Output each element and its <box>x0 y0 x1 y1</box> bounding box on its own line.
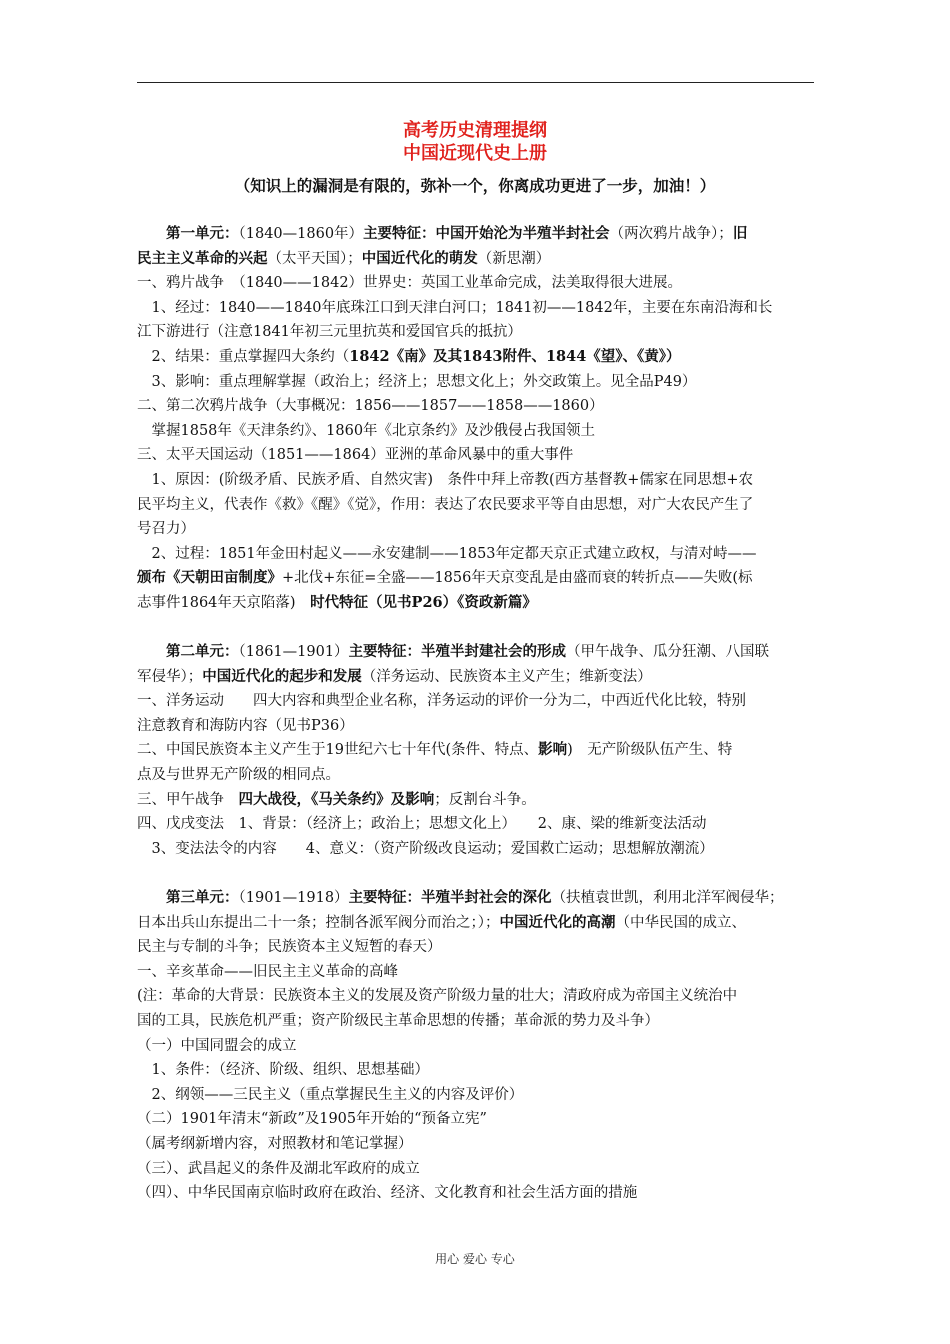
text: 3、影响：重点理解掌握（政治上；经济上；思想文化上；外交政策上。见全品P49） <box>137 373 697 390</box>
outline-line <box>137 984 817 1009</box>
text: 一、鸦片战争 （1840——1842）世界史：英国工业革命完成，法美取得很大进展。 <box>137 275 683 292</box>
text: 民平均主义，代表作《救》《醒》《觉》，作用：表达了农民要求平等自由思想，对广大农民产生了 <box>137 496 754 513</box>
document-title: 高考历史清理提纲 <box>403 120 547 141</box>
outline-line <box>137 714 817 739</box>
text: （洋务运动、民族资本主义产生；维新变法） <box>361 668 652 685</box>
text: +北伐+东征=全盛——1856年天京变乱是由盛而衰的转折点——失败(标 <box>282 570 753 587</box>
outline-line <box>137 812 817 837</box>
text: （一）中国同盟会的成立 <box>137 1037 297 1054</box>
outline-line <box>137 443 817 468</box>
outline-line <box>137 493 817 518</box>
outline-line <box>137 247 817 272</box>
text: 三、太平天国运动（1851——1864）亚洲的革命风暴中的重大事件 <box>137 447 574 464</box>
outline-line <box>137 886 817 911</box>
outline-line <box>137 1181 817 1206</box>
bold-text: 第三单元： <box>137 889 239 907</box>
outline-line <box>137 689 817 714</box>
text: 1、经过：1840——1840年底珠江口到天津白河口；1841初——1842年，主要在东南沿海和长 <box>137 299 773 316</box>
text: 2、纲领——三民主义（重点掌握民生主义的内容及评价） <box>137 1086 524 1103</box>
text: ；反割台斗争。 <box>434 791 536 808</box>
text: 1、原因：(阶级矛盾、民族矛盾、自然灾害) 条件中拜上帝教(西方基督教+儒家在同思想+农 <box>137 471 753 488</box>
outline-line <box>137 345 817 370</box>
text: 注意教育和海防内容（见书P36） <box>137 717 354 734</box>
text: （甲午战争、瓜分狂潮、八国联 <box>566 644 770 661</box>
outline-line <box>137 935 817 960</box>
outline-line <box>137 542 817 567</box>
text: （1901—1918） <box>238 890 349 907</box>
text: 江下游进行（注意1841年初三元里抗英和爱国官兵的抵抗） <box>137 324 522 341</box>
page-footer: 用心 爱心 专心 <box>435 1252 515 1266</box>
bold-text: 中国近代化的起步和发展 <box>202 667 362 685</box>
text: 一、洋务运动 四大内容和典型企业名称，洋务运动的评价一分为二，中西近代化比较，特别 <box>137 693 746 710</box>
outline-line <box>137 296 817 321</box>
document-subtitle: 中国近现代史上册 <box>403 143 547 164</box>
text: 二、第二次鸦片战争（大事概况：1856——1857——1858——1860） <box>137 398 604 415</box>
motto: （知识上的漏洞是有限的，弥补一个，你离成功更进了一步，加油！） <box>234 176 716 195</box>
text: 2、过程：1851年金田村起义——永安建制——1853年定都天京正式建立政权，与清对峙—— <box>137 545 757 562</box>
outline-body <box>137 222 817 1206</box>
bold-text: 第一单元： <box>137 225 239 242</box>
text: （两次鸦片战争）； <box>609 226 733 242</box>
outline-line <box>137 1009 817 1034</box>
text: （太平天国）； <box>267 250 362 267</box>
outline-line <box>137 222 817 247</box>
text: 二、中国民族资本主义产生于19世纪六七十年代(条件、特点、 <box>137 742 539 759</box>
text: 2、结果：重点掌握四大条约（ <box>137 348 350 365</box>
outline-line <box>137 1058 817 1083</box>
outline-line <box>137 271 817 296</box>
outline-line <box>137 788 817 813</box>
text: （1840—1860年） <box>238 226 364 242</box>
header-rule <box>137 82 814 83</box>
text: 掌握1858年《天津条约》、1860年《北京条约》及沙俄侵占我国领土 <box>137 422 596 439</box>
text: 3、变法法令的内容 4、意义：（资产阶级改良运动；爱国救亡运动；思想解放潮流） <box>137 840 714 857</box>
outline-line <box>137 591 817 616</box>
text: （三）、武昌起义的条件及湖北军政府的成立 <box>137 1160 420 1177</box>
bold-text: 第二单元： <box>137 643 239 661</box>
outline-line <box>137 738 817 763</box>
bold-text: 主要特征：半殖半封建社会的形成 <box>348 643 567 661</box>
text: 军侵华）； <box>137 668 203 685</box>
outline-line <box>137 640 817 665</box>
text: （中华民国的成立、 <box>615 914 746 931</box>
outline-line <box>137 468 817 493</box>
outline-line <box>137 1107 817 1132</box>
text: 志事件1864年天京陷落) <box>137 594 311 611</box>
bold-text: 中国近代化的高潮 <box>499 913 616 931</box>
text: （四）、中华民国南京临时政府在政治、经济、文化教育和社会生活方面的措施 <box>137 1185 638 1202</box>
bold-text: 旧 <box>732 225 748 242</box>
text: 三、甲午战争 <box>137 791 239 808</box>
bold-text: 主要特征：半殖半封社会的深化 <box>348 889 552 907</box>
text: （扶植袁世凯，利用北洋军阀侵华； <box>551 890 784 907</box>
text: 点及与世界无产阶级的相同点。 <box>137 767 340 784</box>
bold-text: 1842《南》及其1843附件、1844《望》、《黄》） <box>349 347 681 365</box>
text: 国的工具，民族危机严重；资产阶级民主革命思想的传播；革命派的势力及斗争） <box>137 1013 659 1029</box>
bold-text: 主要特征：中国开始沦为半殖半封社会 <box>363 225 610 242</box>
outline-line <box>137 911 817 936</box>
text: 号召力） <box>137 521 195 538</box>
outline-line <box>137 320 817 345</box>
text: （属考纲新增内容，对照教材和笔记掌握） <box>137 1135 413 1152</box>
text: (注：革命的大背景：民族资本主义的发展及资产阶级力量的壮大；清政府成为帝国主义统治中 <box>137 988 738 1005</box>
bold-text: 民主主义革命的兴起 <box>137 249 268 267</box>
text: 四、戊戌变法 1、背景：（经济上；政治上；思想文化上） 2、康、梁的维新变法活动 <box>137 816 707 833</box>
outline-line <box>137 517 817 542</box>
text: ) 无产阶级队伍产生、特 <box>567 742 733 759</box>
outline-line <box>137 1157 817 1182</box>
bold-text: 时代特征（见书P26）《资政新篇》 <box>310 593 537 611</box>
outline-line <box>137 665 817 690</box>
bold-text: 四大战役，《马关条约》及影响 <box>238 790 435 808</box>
bold-text: 中国近代化的萌发 <box>361 249 478 267</box>
outline-line <box>137 763 817 788</box>
text: 1、条件：（经济、阶级、组织、思想基础） <box>137 1062 429 1079</box>
text: 日本出兵山东提出二十一条；控制各派军阀分而治之；）； <box>137 914 500 931</box>
outline-line <box>137 370 817 395</box>
outline-line <box>137 1034 817 1059</box>
outline-line <box>137 566 817 591</box>
bold-text: 影响 <box>538 741 568 759</box>
outline-line <box>137 394 817 419</box>
outline-line <box>137 960 817 985</box>
text: （新思潮） <box>477 250 551 267</box>
blank-line <box>137 861 817 886</box>
outline-line <box>137 1132 817 1157</box>
blank-line <box>137 616 817 641</box>
outline-line <box>137 837 817 862</box>
text: （1861—1901） <box>238 644 349 661</box>
outline-line <box>137 1083 817 1108</box>
outline-line <box>137 419 817 444</box>
bold-text: 颁布《天朝田亩制度》 <box>137 569 282 587</box>
text: 一、辛亥革命——旧民主主义革命的高峰 <box>137 963 398 980</box>
text: （二）1901年清末“新政”及1905年开始的“预备立宪” <box>137 1111 487 1128</box>
text: 民主与专制的斗争；民族资本主义短暂的春天） <box>137 939 442 956</box>
